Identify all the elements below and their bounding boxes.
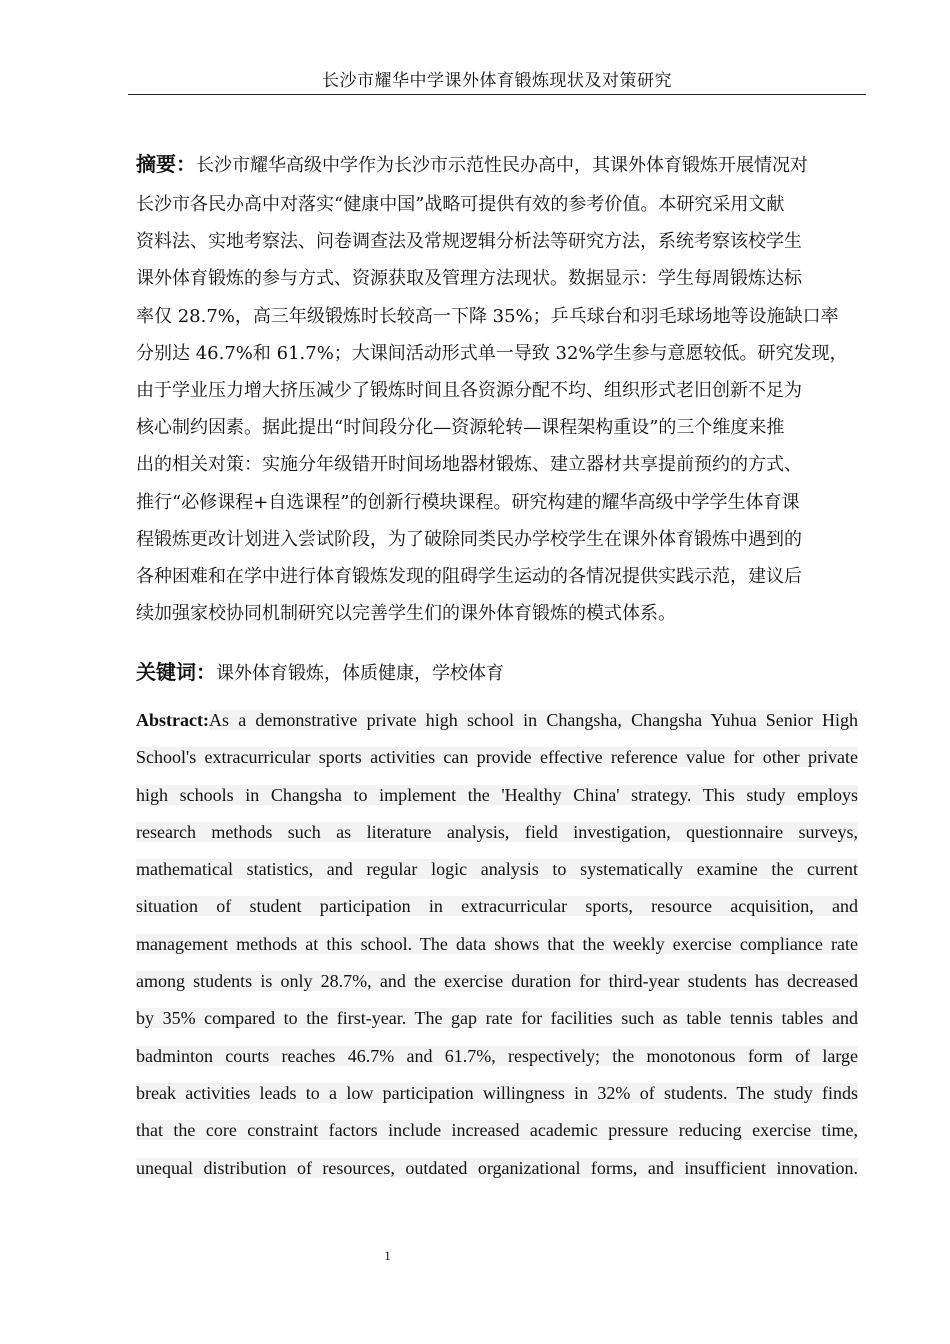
abstract-zh-line: 各种困难和在学中进行体育锻炼发现的阻碍学生运动的各情况提供实践示范，建议后 [136, 565, 802, 587]
abstract-zh-line: 率仅 28.7%，高三年级锻炼时长较高一下降 35%；乒乓球台和羽毛球场地等设施缺口率 [136, 305, 839, 327]
abstract-zh-label: 摘要： [136, 152, 196, 176]
abstract-zh-line: 续加强家校协同机制研究以完善学生们的课外体育锻炼的模式体系。 [136, 603, 676, 625]
abstract-zh [136, 142, 858, 632]
abstract-en-line [136, 963, 858, 1000]
abstract-en-text: As a demonstrative private high school in Changsha, Changsha Yuhua Senior High [208, 710, 858, 730]
abstract-zh-line: 长沙市各民办高中对落实“健康中国”战略可提供有效的参考价值。本研究采用文献 [136, 194, 785, 215]
abstract-zh-text: 长沙市耀华高级中学作为长沙市示范性民办高中，其课外体育锻炼开展情况对 [196, 155, 808, 176]
keywords-zh-label: 关键词： [136, 660, 216, 684]
abstract-zh-line: 核心制约因素。据此提出“时间段分化—资源轮转—课程架构重设”的三个维度来推 [136, 417, 785, 439]
abstract-en-line [136, 1150, 858, 1187]
abstract-en-text: management methods at this school. The data shows that the weekly exercise compliance rate [136, 933, 858, 954]
abstract-en-text: School's extracurricular sports activities can provide effective reference value for other private [136, 747, 858, 768]
keywords-zh-text: 课外体育锻炼，体质健康，学校体育 [216, 663, 504, 684]
abstract-en-line [136, 1000, 858, 1037]
abstract-en-text: break activities leads to a low participation willingness in 32% of students. The study finds [136, 1082, 858, 1103]
abstract-en-line [136, 739, 858, 776]
abstract-en-line [136, 851, 858, 888]
abstract-en [136, 702, 858, 1187]
abstract-zh-line: 由于学业压力增大挤压减少了锻炼时间且各资源分配不均、组织形式老旧创新不足为 [136, 379, 802, 401]
abstract-en-label: Abstract: [136, 710, 209, 730]
abstract-zh-line: 课外体育锻炼的参与方式、资源获取及管理方法现状。数据显示：学生每周锻炼达标 [136, 268, 802, 290]
abstract-en-text: among students is only 28.7%, and the exercise duration for third-year students has decreased [136, 971, 858, 992]
abstract-zh-line: 出的相关对策：实施分年级错开时间场地器材锻炼、建立器材共享提前预约的方式、 [136, 454, 802, 476]
abstract-en-line [136, 926, 858, 963]
abstract-zh-line: 程锻炼更改计划进入尝试阶段，为了破除同类民办学校学生在课外体育锻炼中遇到的 [136, 528, 802, 550]
abstract-zh-line: 资料法、实地考察法、问卷调查法及常规逻辑分析法等研究方法，系统考察该校学生 [136, 231, 802, 253]
abstract-en-text: badminton courts reaches 46.7% and 61.7%, respectively; the monotonous form of large [136, 1045, 858, 1066]
abstract-en-text: unequal distribution of resources, outdated organizational forms, and insufficient innovation. [136, 1157, 858, 1178]
running-header-title: 长沙市耀华中学课外体育锻炼现状及对策研究 [322, 71, 672, 91]
keywords-zh [136, 654, 858, 690]
abstract-zh-line: 推行“必修课程+自选课程”的创新行模块课程。研究构建的耀华高级中学学生体育课 [136, 491, 800, 513]
abstract-en-text: that the core constraint factors include increased academic pressure reducing exercise time, [136, 1120, 858, 1141]
abstract-zh-line: 分别达 46.7%和 61.7%；大课间活动形式单一导致 32%学生参与意愿较低。研究发现， [136, 342, 848, 364]
abstract-en-text: research methods such as literature analysis, field investigation, questionnaire surveys, [136, 821, 858, 842]
abstract-zh-line [136, 142, 858, 186]
page-number: 1 [384, 1248, 391, 1263]
abstract-en-line [136, 702, 858, 739]
abstract-en-line [136, 1075, 858, 1112]
abstract-en-text: situation of student participation in extracurricular sports, resource acquisition, and [136, 896, 858, 917]
abstract-en-line [136, 1112, 858, 1149]
abstract-en-text: by 35% compared to the first-year. The gap rate for facilities such as table tennis tables and [136, 1008, 858, 1029]
abstract-en-line [136, 814, 858, 851]
abstract-en-text: mathematical statistics, and regular logic analysis to systematically examine the current [136, 859, 858, 880]
header-rule [128, 94, 866, 95]
abstract-en-line [136, 888, 858, 925]
abstract-en-line [136, 1038, 858, 1075]
abstract-en-line [136, 777, 858, 814]
abstract-en-text: high schools in Changsha to implement the 'Healthy China' strategy. This study employs [136, 784, 858, 805]
